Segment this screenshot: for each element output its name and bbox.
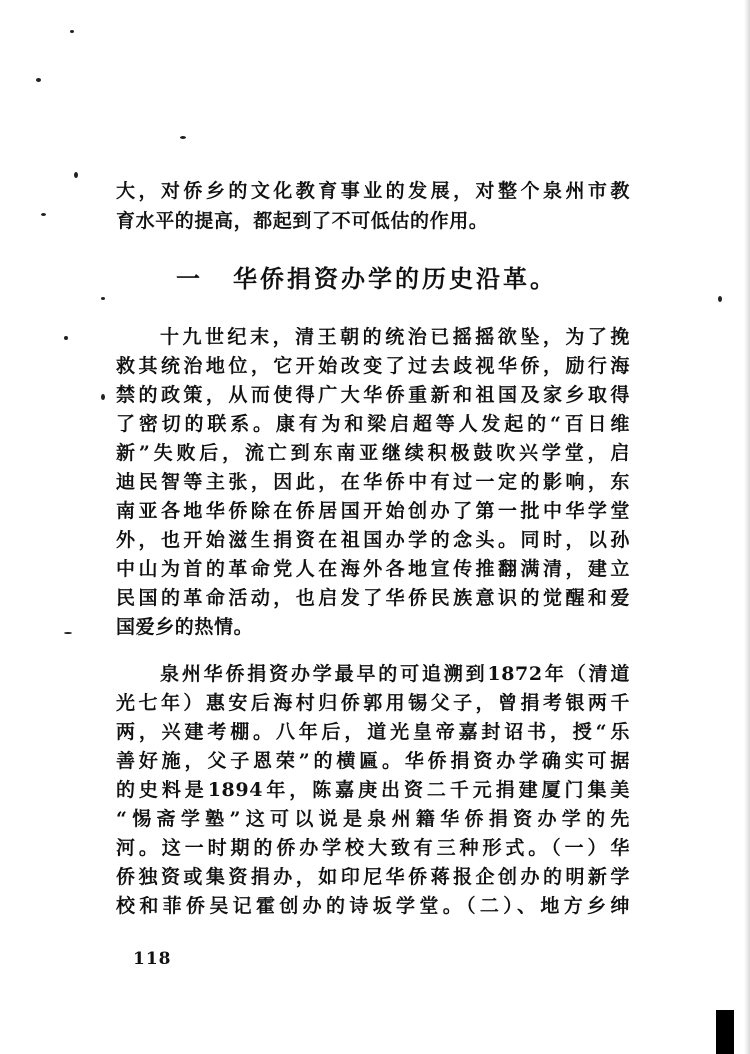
paragraph1-line-1: 十九世纪末，清王朝的统治已摇摇欲坠，为了挽: [160, 326, 630, 348]
paragraph2-line-4: 善好施，父子恩荣”的横匾。华侨捐资办学确实可据: [116, 750, 630, 772]
scan-speck: [101, 297, 105, 300]
paragraph2-line-9: 校和菲侨吴记霍创办的诗坂学堂。（二）、地方乡绅: [116, 895, 630, 917]
section-title: 华侨捐资办学的历史沿革。: [233, 264, 557, 293]
intro-line-1: 大，对侨乡的文化教育事业的发展，对整个泉州市教: [116, 180, 630, 202]
paragraph2-line-3: 两，兴建考棚。八年后，道光皇帝嘉封诏书，授“乐: [116, 721, 630, 743]
paragraph1-line-7: 南亚各地华侨除在侨居国开始创办了第一批中华学堂: [116, 500, 630, 522]
paragraph2-line-6: “惕斋学塾”这可以说是泉州籍华侨捐资办学的先: [116, 808, 630, 830]
scan-speck: [41, 213, 46, 216]
scan-speck: [101, 394, 105, 400]
scan-speck: [718, 296, 722, 302]
paragraph1-line-5: 新”失败后，流亡到东南亚继续积极鼓吹兴学堂，启: [116, 442, 630, 464]
paragraph2-line-8: 侨独资或集资捐办，如印尼华侨蒋报企创办的明新学: [116, 866, 630, 888]
paragraph2-line-7: 河。这一时期的侨办学校大致有三种形式。（一）华: [116, 837, 630, 859]
paragraph1-line-9: 中山为首的革命党人在海外各地宣传推翻满清，建立: [116, 558, 630, 580]
paragraph1-line-4: 了密切的联系。康有为和梁启超等人发起的“百日维: [116, 413, 630, 435]
scan-edge-blot: [716, 1010, 734, 1054]
section-heading: [176, 264, 557, 294]
page-number: 118: [133, 949, 172, 969]
scan-speck: [64, 632, 72, 634]
scan-speck: [74, 172, 78, 178]
section-number: 一: [176, 264, 203, 293]
paragraph1-line-8: 外，也开始滋生捐资在祖国办学的念头。同时，以孙: [116, 529, 630, 551]
paragraph1-line-6: 迪民智等主张，因此，在华侨中有过一定的影响，东: [116, 471, 630, 493]
scan-speck: [180, 136, 186, 139]
scan-speck: [70, 30, 74, 33]
scan-speck: [36, 78, 41, 82]
intro-line-2: 育水平的提高，都起到了不可低估的作用。: [116, 210, 489, 232]
paragraph1-line-11: 国爱乡的热情。: [116, 616, 254, 638]
paragraph1-line-3: 禁的政策，从而使得广大华侨重新和祖国及家乡取得: [116, 384, 630, 406]
paragraph2-line-5: 的史料是1894年，陈嘉庚出资二千元捐建厦门集美: [116, 779, 630, 801]
paragraph1-line-10: 民国的革命活动，也启发了华侨民族意识的觉醒和爱: [116, 587, 630, 609]
scan-speck: [64, 336, 68, 340]
paragraph1-line-2: 救其统治地位，它开始改变了过去歧视华侨，励行海: [116, 355, 630, 377]
paragraph2-line-1: 泉州华侨捐资办学最早的可追溯到1872年（清道: [160, 663, 630, 685]
paragraph2-line-2: 光七年）惠安后海村归侨郭用锡父子，曾捐考银两千: [116, 692, 630, 714]
page-edge-shadow: [744, 0, 750, 1054]
